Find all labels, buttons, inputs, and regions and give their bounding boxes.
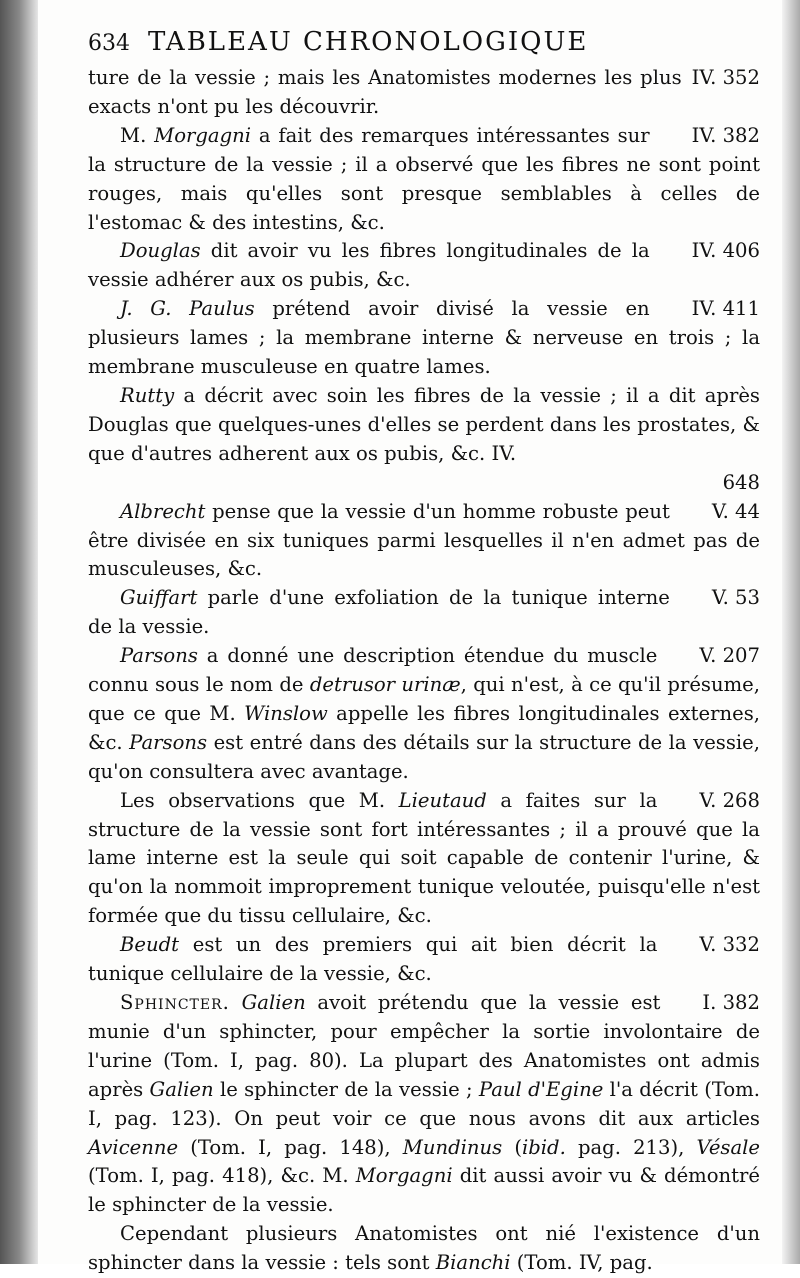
italic-name: Bianchi	[435, 1251, 511, 1275]
text-run: a donné une description étendue du muscle connu sous le nom de	[88, 644, 658, 697]
text-run: a faites sur la structure de la vessie sont fort intéressantes ; il a prouvé que la lame interne est la seule qui soit capable de contenir l'urine, & qu'on la nommoit improprement tunique veloutée, puisqu'elle n'est formée que du tissu cellulaire, &c.	[88, 788, 760, 928]
running-title: TABLEAU CHRONOLOGIQUE	[148, 27, 589, 57]
italic-name: Morgagni	[355, 1164, 453, 1188]
text-run: (Tom. I, pag. 418), &c. M.	[88, 1164, 356, 1188]
section-heading: Sphincter.	[120, 991, 230, 1014]
volume-reference: IV. 352	[691, 66, 760, 89]
volume-reference: I. 382	[702, 991, 760, 1014]
volume-reference: IV. 382	[691, 123, 760, 147]
text-run: dit aussi avoir vu & démontré le sphincter de la vessie.	[88, 1164, 760, 1217]
text-run: a décrit avec soin les fibres de la vessie ; il a dit après Douglas que quelques-unes d'elles se perdent dans les prostates, & que d'autres adherent aux os pubis, &c. IV.	[88, 383, 760, 465]
italic-name: Winslow	[244, 701, 328, 725]
italic-name: Morgagni	[154, 123, 252, 147]
text-run: (Tom. I, pag. 148),	[178, 1135, 403, 1159]
italic-name: Galien	[149, 1077, 214, 1101]
text-run: ture de la vessie ; mais les Anatomistes modernes les plus exacts n'ont pu les découvrir.	[88, 66, 682, 118]
italic-name: Avicenne	[88, 1135, 179, 1159]
italic-name: Parsons	[120, 644, 198, 668]
text-run	[230, 991, 242, 1014]
italic-name: Vésale	[696, 1135, 761, 1159]
paragraph	[88, 295, 760, 382]
italic-name: Albrecht	[120, 499, 206, 523]
volume-reference: IV. 406	[691, 239, 760, 263]
volume-reference: 648	[722, 470, 760, 494]
text-run: appelle les fibres longitudinales externes, &c.	[88, 701, 760, 754]
paragraph	[88, 1220, 760, 1278]
paragraph	[88, 122, 760, 238]
volume-reference: V. 53	[711, 586, 760, 610]
volume-reference: V. 268	[699, 788, 760, 812]
text-run: avoit prétendu que la vessie est munie d'un sphincter, pour empêcher la sortie involontaire de l'urine (Tom. I, pag. 80). La plupart des Anatomistes ont admis après	[88, 991, 760, 1101]
paragraph	[88, 989, 760, 1220]
text-run: , qui n'est, à ce qu'il présume, que ce que M.	[88, 673, 761, 725]
italic-name: Lieutaud	[398, 788, 487, 812]
body-text	[88, 64, 760, 1278]
paragraph	[88, 64, 760, 122]
text-run: Les observations que M.	[120, 788, 399, 812]
text-run: M.	[120, 123, 155, 147]
volume-reference: V. 44	[711, 499, 760, 523]
italic-name: Mundinus	[402, 1135, 503, 1159]
paragraph	[88, 931, 760, 989]
italic-name: Rutty	[120, 383, 175, 407]
italic-name: ibid.	[521, 1135, 566, 1159]
text-run: l'a décrit (Tom. I, pag. 123). On peut voir ce que nous avons dit aux articles	[88, 1077, 760, 1130]
text-run: (	[502, 1135, 522, 1159]
text-run: parle d'une exfoliation de la tunique interne de la vessie.	[88, 586, 670, 639]
page-number: 634	[88, 31, 130, 56]
volume-reference: V. 207	[699, 644, 760, 668]
text-run: pense que la vessie d'un homme robuste peut être divisée en six tuniques parmi lesquelles il n'en admet pas de musculeuses, &c.	[88, 499, 760, 581]
paragraph	[88, 642, 760, 787]
text-run: pag. 213),	[565, 1135, 697, 1159]
text-run: dit avoir vu les fibres longitudinales de la vessie adhérer aux os pubis, &c.	[88, 239, 650, 292]
paragraph	[88, 382, 760, 469]
text-run: est entré dans des détails sur la structure de la vessie, qu'on consultera avec avantage.	[88, 730, 761, 783]
page-header	[88, 22, 760, 62]
paragraph	[88, 787, 760, 932]
text-run: (Tom. IV, pag.	[510, 1251, 653, 1275]
paragraph	[88, 469, 760, 498]
text-run: est un des premiers qui ait bien décrit la tunique cellulaire de la vessie, &c.	[88, 933, 658, 986]
italic-name: Galien	[241, 991, 306, 1014]
italic-name: detrusor urinæ	[309, 673, 461, 697]
paragraph	[88, 237, 760, 295]
italic-name: Douglas	[120, 239, 201, 263]
italic-name: J. G. Paulus	[120, 297, 255, 321]
paragraph	[88, 584, 760, 642]
italic-name: Parsons	[129, 730, 208, 754]
paragraph	[88, 498, 760, 585]
italic-name: Beudt	[120, 933, 180, 957]
volume-reference: IV. 411	[691, 297, 760, 321]
text-run: a fait des remarques intéressantes sur la structure de la vessie ; il a observé que les fibres ne sont point rouges, mais qu'elles sont presque semblables à celles de l'estomac & des intestins, &c.	[88, 123, 760, 234]
volume-reference: V. 332	[699, 933, 760, 957]
italic-name: Paul d'Egine	[478, 1077, 604, 1101]
italic-name: Guiffart	[120, 586, 198, 610]
text-run: le sphincter de la vessie ;	[213, 1077, 479, 1101]
text-run: Cependant plusieurs Anatomistes ont nié l'existence d'un sphincter dans la vessie : tels sont	[88, 1222, 760, 1275]
text-run: prétend avoir divisé la vessie en plusieurs lames ; la membrane interne & nerveuse en trois ; la membrane musculeuse en quatre lames.	[88, 297, 760, 379]
